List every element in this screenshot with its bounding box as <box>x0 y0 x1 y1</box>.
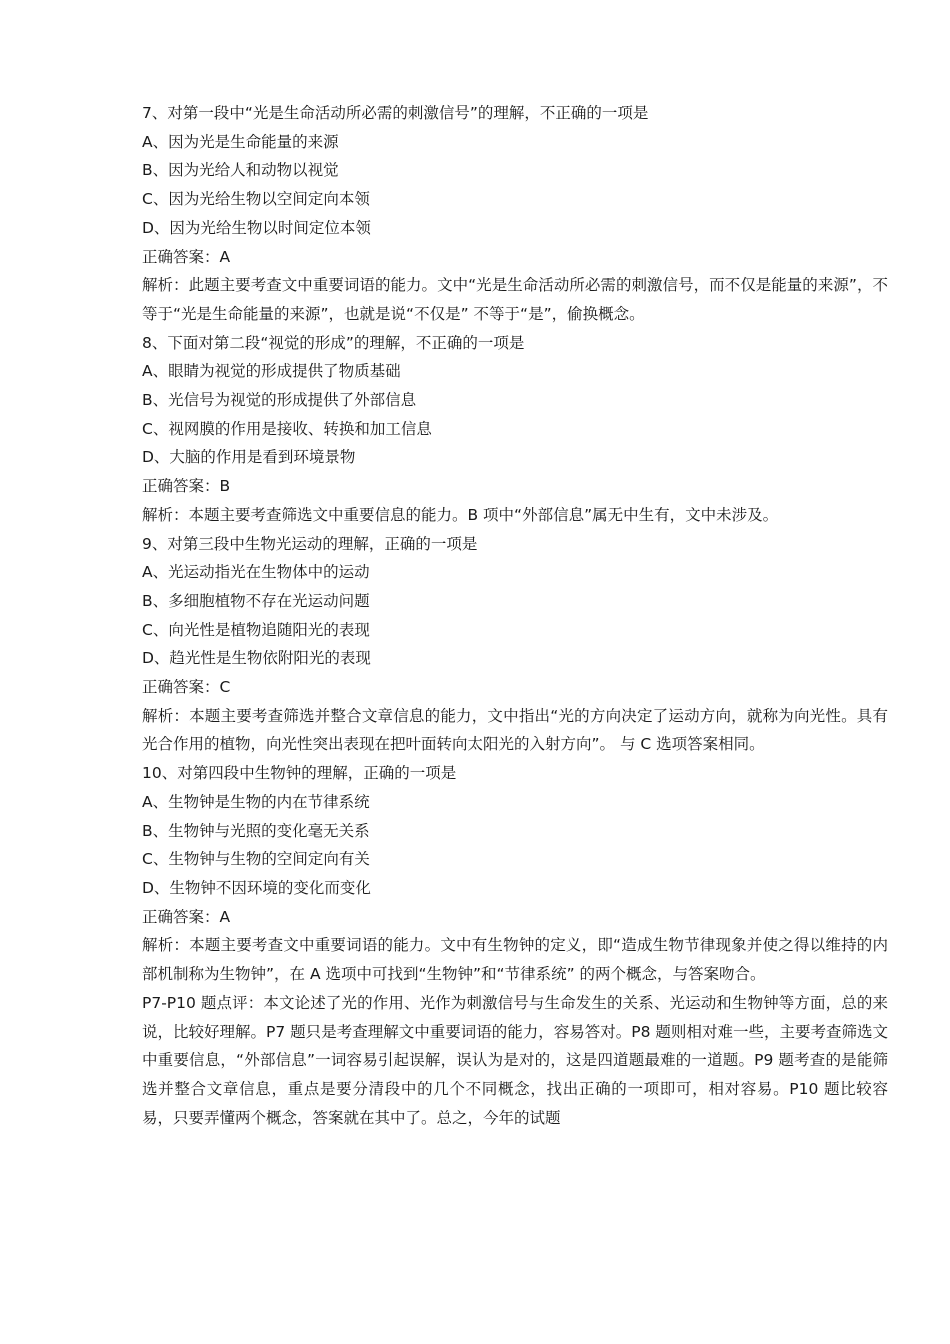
analysis: 解析：本题主要考查文中重要词语的能力。文中有生物钟的定义，即“造成生物节律现象并使之得以维持的内部机制称为生物钟”，在 A 选项中可找到“生物钟”和“节律系统” 的两个概念，与答案吻合。 <box>142 936 888 984</box>
question-stem: 9、对第三段中生物光运动的理解，正确的一项是 <box>142 534 478 553</box>
question-7 <box>142 99 888 329</box>
option-c: C、因为光给生物以空间定向本领 <box>142 190 370 209</box>
document-page <box>142 99 888 1132</box>
option-c: C、向光性是植物追随阳光的表现 <box>142 620 370 639</box>
option-a: A、光运动指光在生物体中的运动 <box>142 563 370 582</box>
option-b: B、生物钟与光照的变化毫无关系 <box>142 821 370 840</box>
question-8 <box>142 329 888 530</box>
correct-answer: 正确答案：C <box>142 678 231 697</box>
question-9 <box>142 530 888 760</box>
option-a: A、因为光是生命能量的来源 <box>142 132 339 151</box>
option-d: D、因为光给生物以时间定位本领 <box>142 218 371 237</box>
correct-answer: 正确答案：B <box>142 477 231 496</box>
question-10 <box>142 759 888 989</box>
option-b: B、光信号为视觉的形成提供了外部信息 <box>142 391 417 410</box>
question-stem: 7、对第一段中“光是生命活动所必需的刺激信号”的理解，不正确的一项是 <box>142 104 649 122</box>
analysis: 解析：本题主要考查筛选并整合文章信息的能力，文中指出“光的方向决定了运动方向，就称为向光性。具有光合作用的植物，向光性突出表现在把叶面转向太阳光的入射方向”。 与 C 选项答案相同。 <box>142 706 888 754</box>
option-a: A、眼睛为视觉的形成提供了物质基础 <box>142 362 401 381</box>
option-a: A、生物钟是生物的内在节律系统 <box>142 792 370 811</box>
option-d: D、大脑的作用是看到环境景物 <box>142 448 356 467</box>
correct-answer: 正确答案：A <box>142 907 231 926</box>
analysis: 解析：本题主要考查筛选文中重要信息的能力。B 项中“外部信息”属无中生有，文中未涉及。 <box>142 505 779 524</box>
option-c: C、生物钟与生物的空间定向有关 <box>142 850 370 869</box>
question-stem: 10、对第四段中生物钟的理解，正确的一项是 <box>142 764 457 783</box>
option-b: B、多细胞植物不存在光运动问题 <box>142 591 370 610</box>
correct-answer: 正确答案：A <box>142 247 231 266</box>
question-stem: 8、下面对第二段“视觉的形成”的理解，不正确的一项是 <box>142 333 525 352</box>
option-d: D、生物钟不因环境的变化而变化 <box>142 878 371 897</box>
commentary: P7-P10 题点评：本文论述了光的作用、光作为刺激信号与生命发生的关系、光运动和生物钟等方面，总的来说，比较好理解。P7 题只是考查理解文中重要词语的能力，容易答对。P8 题则相对难一些，主要考查筛选文中重要信息，“外部信息”一词容易引起误解，误认为是对的，这是四道题最难的一道题。P9 题考查的是能筛选并整合文章信息，重点是要分清段中的几个不同概念，找出正确的一项即可，相对容易。P10 题比较容易，只要弄懂两个概念，答案就在其中了。总之，今年的试题 <box>142 993 888 1127</box>
option-d: D、趋光性是生物依附阳光的表现 <box>142 649 371 668</box>
option-c: C、视网膜的作用是接收、转换和加工信息 <box>142 419 432 438</box>
option-b: B、因为光给人和动物以视觉 <box>142 161 339 180</box>
analysis: 解析：此题主要考查文中重要词语的能力。文中“光是生命活动所必需的刺激信号，而不仅是能量的来源”，不等于“光是生命能量的来源”，也就是说“不仅是” 不等于“是”，偷换概念。 <box>142 276 888 323</box>
